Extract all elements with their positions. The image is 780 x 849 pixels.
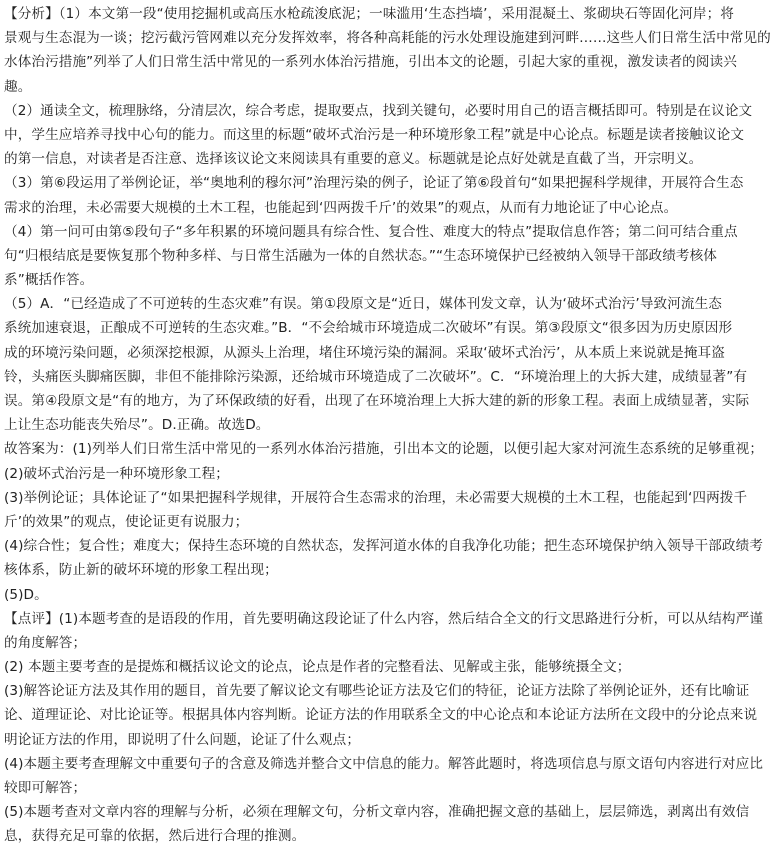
analysis-line: 中，学生应培养寻找中心句的能力。而这里的标题“破坏式治污是一种环境形象工程”就是中心论点。标题是读者接触议论文 [4,126,745,143]
comments-section [4,607,772,849]
comment-line: 较即可解答； [4,780,87,796]
comment-line: 明论证方法的作用，即说明了什么问题，论证了什么观点； [4,731,361,748]
analysis-line: 的第一信息，对读者是否注意、选择该议论文来阅读具有重要的意义。标题就是论点好处就是直截了当，开宗明义。 [4,151,703,168]
answers-section [4,437,772,606]
analysis-line: 趣。 [4,78,32,95]
analysis-line: 水体治污措施”列举了人们日常生活中常见的一系列水体治污措施，引出本文的论题，引起大家的重视，激发读者的阅读兴 [4,54,737,71]
comment-line: 论、道理证论、对比论证等。根据具体内容判断。论证方法的作用联系全文的中心论点和本论证方法所在文段中的分论点来说 [4,707,758,724]
answer-line: 斤’的效果”的观点，使论证更有说服力； [4,513,249,530]
analysis-line: 【分析】（1）本文第一段“使用挖掘机或高压水枪疏浚底泥；一味滥用‘生态挡墙’，采用混凝土、浆砌块石等固化河岸；将 [4,6,735,22]
analysis-section [4,2,772,437]
comment-line: 的角度解答； [4,634,87,651]
analysis-line: 系统加速衰退，正酿成不可逆转的生态灾难。”B．“不会给城市环境造成二次破坏”有误。第③段原文“很多因为历史原因形 [4,320,733,337]
answer-line: (2)破坏式治污是一种环境形象工程； [4,465,229,482]
answer-line: (5)D。 [4,586,48,603]
analysis-line: 景观与生态混为一谈；挖污截污管网难以充分发挥效率，将各种高耗能的污水处理设施建到河畔……这些人们日常生活中常见的 [4,30,771,47]
analysis-line: （4）第一问可由第⑤段句子“多年积累的环境问题具有综合性、复合性、难度大的特点”提取信息作答；第二问可结合重点 [4,223,738,240]
comment-line: 息，获得充足可靠的依据，然后进行合理的推测。 [4,828,306,845]
analysis-line: 上让生态功能丧失殆尽”。D.正确。故选D。 [4,417,270,434]
analysis-line: 系”概括作答。 [4,272,94,289]
analysis-line: 铃，头痛医头脚痛医脚，非但不能排除污染源，还给城市环境造成了二次破坏”。C．“环境治理上的大拆大建，成绩显著”有 [4,368,748,385]
answer-line: 核体系，防止新的破坏环境的形象工程出现； [4,562,278,579]
comment-line: 【点评】(1)本题考查的是语段的作用，首先要明确这段论证了什么内容，然后结合全文的行文思路进行分析，可以从结构严谨 [4,610,764,627]
comment-line: (2) 本题主要考查的是提炼和概括议论文的论点，论点是作者的完整看法、见解或主张，能够统摄全文； [4,659,631,676]
answer-line: 故答案为：(1)列举人们日常生活中常见的一系列水体治污措施，引出本文的论题，以便引起大家对河流生态系统的足够重视； [4,441,764,458]
analysis-line: 需求的治理，未必需要大规模的土木工程，也能起到‘四两拨千斤’的效果”的观点，从而有力地论证了中心论点。 [4,199,678,216]
comment-line: (3)解答论证方法及其作用的题目，首先要了解议论文有哪些论证方法及它们的特征，论证方法除了举例论证外，还有比喻证 [4,683,750,700]
analysis-line: 误。第④段原文是“有的地方，为了环保政绩的好看，出现了在环境治理上大拆大建的新的形象工程。表面上成绩显著，实际 [4,393,750,409]
analysis-line: 句“归根结底是要恢复那个物种多样、与日常生活融为一体的自然状态。”“生态环境保护已经被纳入领导干部政绩考核体 [4,247,718,264]
comment-line: (4)本题主要考查理解文中重要句子的含意及筛选并整合文中信息的能力。解答此题时，将选项信息与原文语句内容进行对应比 [4,755,764,772]
comment-line: (5)本题考查对文章内容的理解与分析，必须在理解文句，分析文章内容，准确把握文意的基础上，层层筛选，剥离出有效信 [4,804,750,821]
analysis-line: （5）A．“已经造成了不可逆转的生态灾难”有误。第①段原文是“近日，媒体刊发文章，认为‘破坏式治污’导致河流生态 [4,296,722,313]
analysis-line: 成的环境污染问题，必须深挖根源，从源头上治理，堵住环境污染的漏洞。采取‘破坏式治污’，从本质上来说就是掩耳盗 [4,344,725,361]
analysis-line: （3）第⑥段运用了举例论证，举“奥地利的穆尔河”治理污染的例子，论证了第⑥段首句“如果把握科学规律，开展符合生态 [4,175,744,192]
analysis-line: （2）通读全文，梳理脉络，分清层次，综合考虑，提取要点，找到关键句，必要时用自己的语言概括即可。特别是在议论文 [4,102,753,119]
answer-line: (3)举例论证；具体论证了“如果把握科学规律，开展符合生态需求的治理，未必需要大规模的土木工程，也能起到‘四两拨千 [4,489,748,506]
answer-line: (4)综合性；复合性；难度大；保持生态环境的自然状态，发挥河道水体的自我净化功能；把生态环境保护纳入领导干部政绩考 [4,538,764,555]
